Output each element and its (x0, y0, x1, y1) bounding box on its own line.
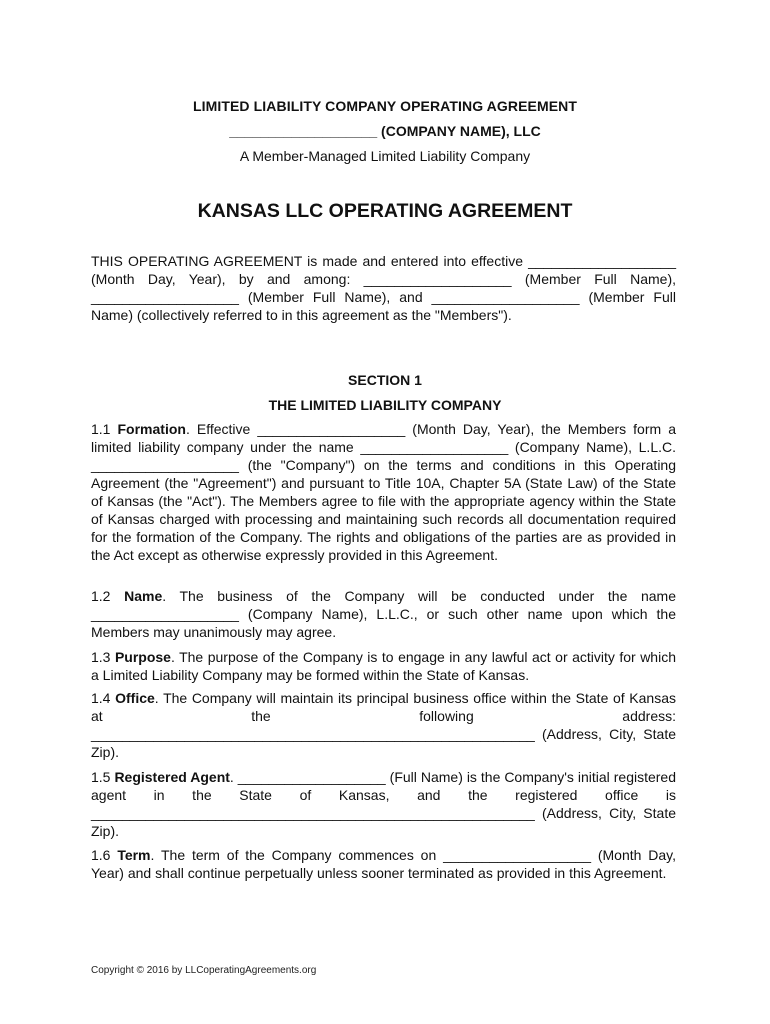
clause-label: Purpose (114, 649, 171, 665)
clause-label: Registered Agent (114, 769, 230, 785)
clause-number: 1.2 (91, 588, 125, 604)
clause-text: . The term of the Company commences on ___________________ (Month Day, Year) and shall continue perpetually unless sooner terminated as provided in this Agreement. (91, 847, 676, 881)
clause-text: . The Company will maintain its principal business office within the State of Kansas at the following address: _________________________________________________________ (Address, City, State Zip). (91, 690, 676, 760)
clause-formation (91, 420, 676, 564)
clause-text: . The business of the Company will be conducted under the name ___________________ (Company Name), L.L.C., or such other name upon which the Members may unanimously may agree. (91, 588, 677, 640)
clause-office (91, 689, 676, 761)
clause-name (91, 587, 676, 641)
clause-term (91, 846, 676, 882)
clause-text: . ___________________ (Full Name) is the Company's initial registered agent in the State of Kansas, and the registered office is _________________________________________________________ (Address, City, State Zip). (91, 769, 676, 839)
clause-number: 1.5 (91, 769, 115, 785)
section-heading: THE LIMITED LIABILITY COMPANY (268, 397, 502, 413)
clause-label: Term (117, 847, 151, 863)
clause-registered-agent (91, 768, 676, 840)
clause-label: Office (115, 690, 155, 706)
clause-number: 1.1 (91, 421, 118, 437)
clause-purpose (91, 648, 676, 684)
clause-text: . Effective ___________________ (Month Day, Year), the Members form a limited liability company under the name ___________________ (Company Name), L.L.C. ___________________ (the "Company") on the terms and conditions in this Operating Agreement (the "Agreement") and pursuant to Title 10A, Chapter 5A (State Law) of the State of Kansas (the "Act"). The Members agree to file with the appropriate agency within the State of Kansas charged with processing and maintaining such records all documentation required for the formation of the Company. The rights and obligations of the parties are as provided in the Act except as otherwise expressly provided in this Agreement. (91, 421, 676, 563)
clause-number: 1.4 (91, 690, 116, 706)
clause-label: Formation (117, 421, 186, 437)
clause-number: 1.6 (91, 847, 118, 863)
copyright-footer: Copyright © 2016 by LLCoperatingAgreements.org (91, 965, 317, 976)
header-title: LIMITED LIABILITY COMPANY OPERATING AGREEMENT (192, 98, 578, 114)
clause-number: 1.3 (91, 649, 115, 665)
section-number: SECTION 1 (348, 372, 422, 388)
company-type-subtitle: A Member-Managed Limited Liability Company (239, 148, 531, 164)
clause-label: Name (124, 588, 163, 604)
clause-text: . The purpose of the Company is to engage in any lawful act or activity for which a Limited Liability Company may be formed within the State of Kansas. (91, 649, 676, 683)
intro-paragraph: THIS OPERATING AGREEMENT is made and entered into effective ___________________ (Month Day, Year), by and among: ___________________ (Member Full Name), ___________________ (Member Full Name), and ___________________ (Member Full Name) (collectively referred to in this agreement as the "Members"). (91, 253, 676, 323)
document-title: KANSAS LLC OPERATING AGREEMENT (197, 200, 573, 222)
company-name-line: ___________________ (COMPANY NAME), LLC (229, 123, 541, 139)
